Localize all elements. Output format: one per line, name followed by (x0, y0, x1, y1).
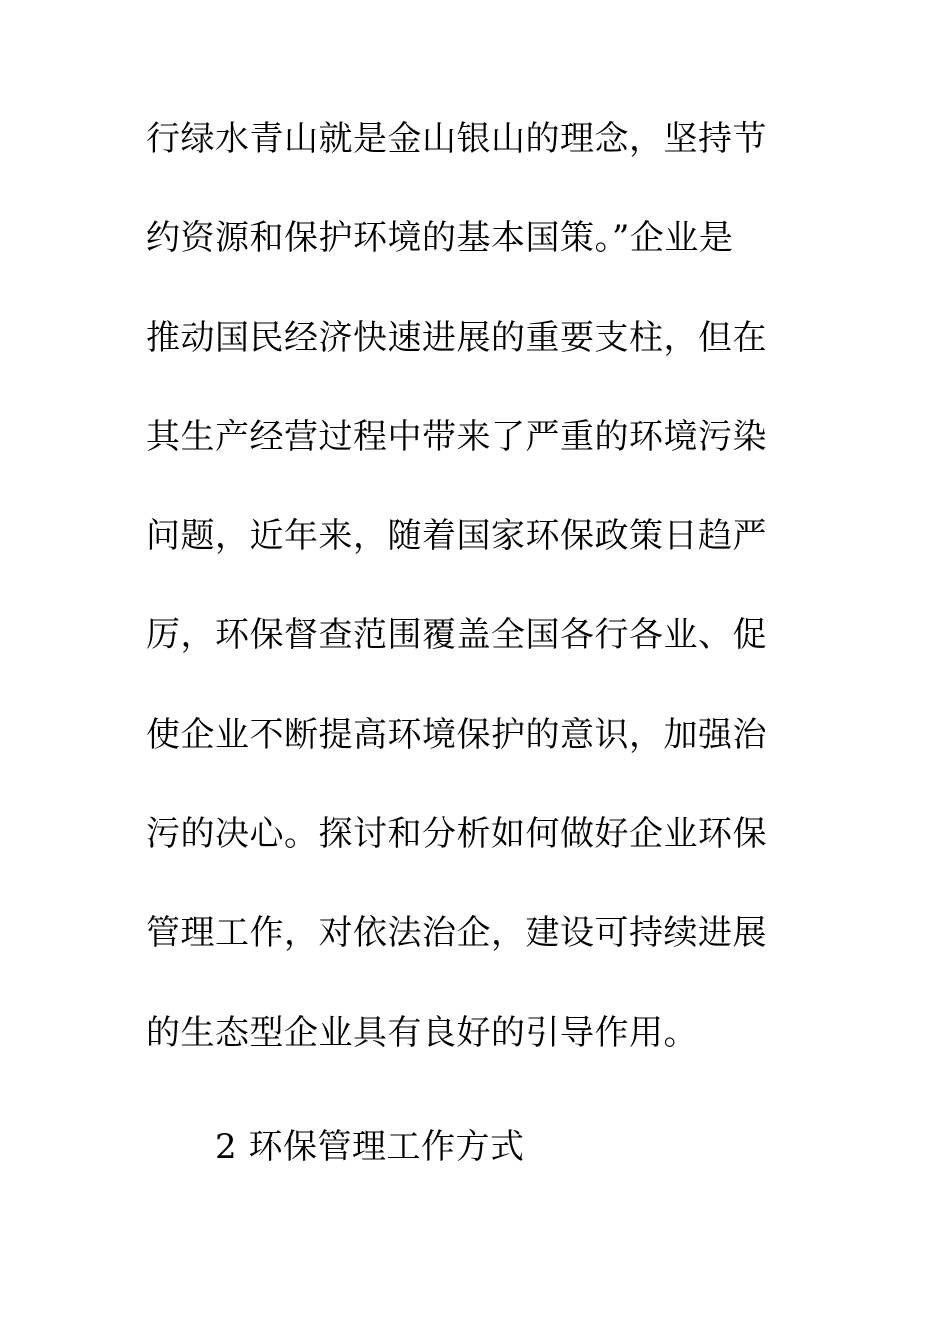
paragraph-line: 推动国民经济快速进展的重要支柱，但在 (146, 317, 767, 358)
paragraph-line: 其生产经营过程中带来了严重的环境污染 (146, 416, 767, 457)
paragraph-line: 使企业不断提高环境保护的意识，加强治 (146, 714, 767, 755)
paragraph-line: 行绿水青山就是金山银山的理念，坚持节 (146, 119, 767, 159)
paragraph-line: 管理工作，对依法治企，建设可持续进展 (146, 913, 767, 954)
paragraph-line: 污的决心。探讨和分析如何做好企业环保 (146, 814, 767, 855)
body-paragraph (146, 119, 786, 1115)
paragraph-line: 的生态型企业具有良好的引导作用。 (146, 1012, 698, 1053)
section-heading: 2 环保管理工作方式 (215, 1127, 525, 1167)
paragraph-line: 约资源和保护环境的基本国策。”企业是 (146, 218, 734, 259)
paragraph-line: 问题，近年来，随着国家环保政策日趋严 (146, 516, 767, 557)
paragraph-line: 厉，环保督查范围覆盖全国各行各业、促 (146, 615, 767, 656)
